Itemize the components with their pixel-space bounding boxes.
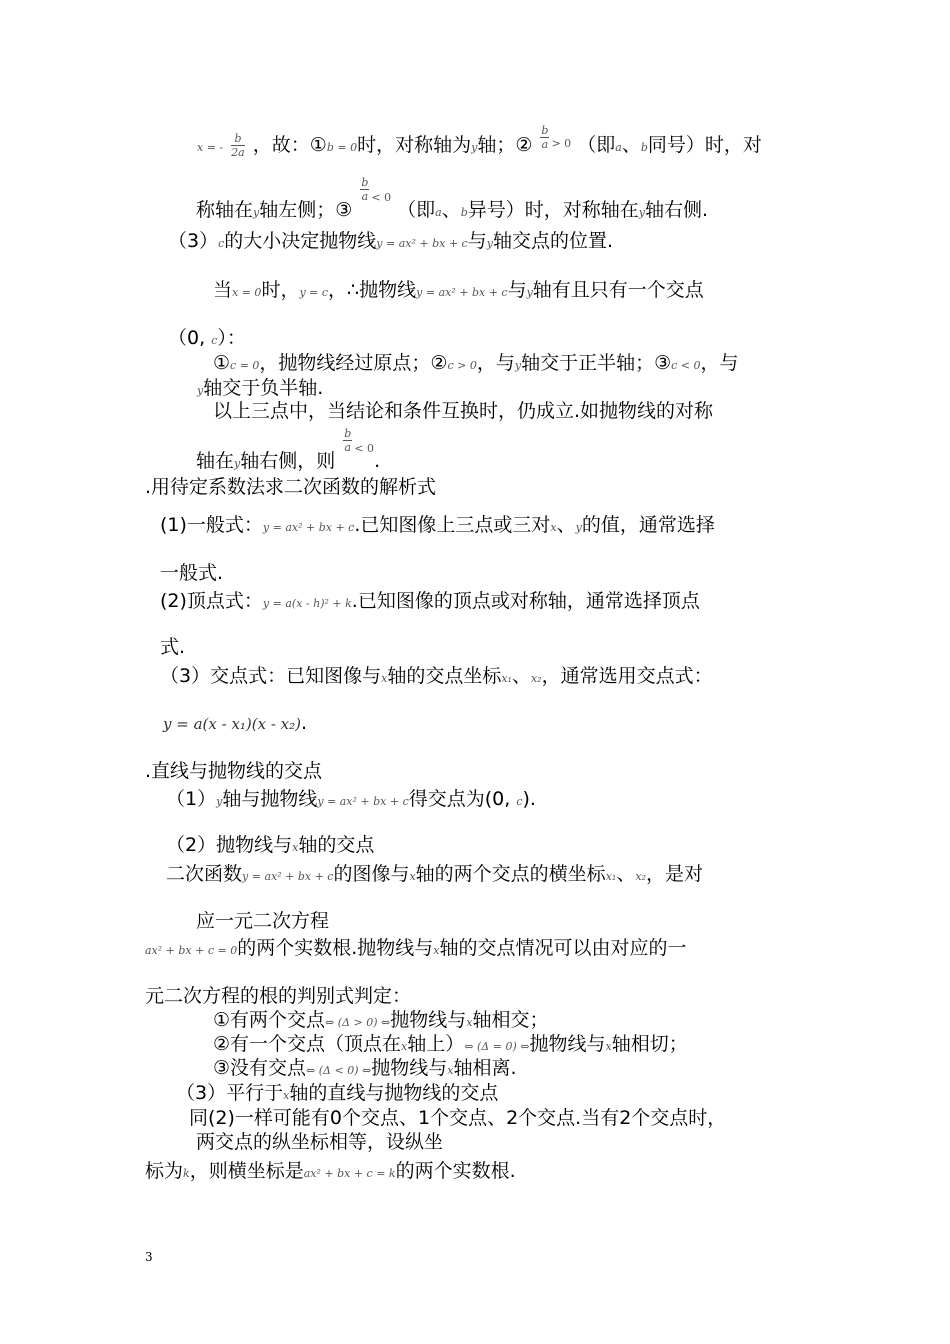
line-axis-left-right: 称轴在y轴左侧；③ $\frac{b}{a}$ $^{< 0}$ （即a、b异号）时，对称轴在y轴右侧. (196, 176, 709, 221)
line-point-0-c: （0, c）： (168, 327, 246, 349)
line-axis-right-example: 轴在y轴右侧，则 $\frac{b}{a}$ $^{< 0}$. (196, 427, 381, 472)
line-discriminant-intro: 元二次方程的根的判别式判定： (145, 985, 412, 1007)
line-no-intersection: ③没有交点⇔ (Δ < 0) ⇔抛物线与x轴相离. (213, 1057, 517, 1079)
line-two-intersections: ①有两个交点⇔ (Δ > 0) ⇔抛物线与x轴相交； (213, 1009, 549, 1031)
line-axis-cases: x = - $\frac{b}{2a}$ ，故：①b = 0时，对称轴为y轴；② $\frac{b}{a}$ $^{> 0}$ （即a、b同号）时，对 (197, 124, 762, 159)
line-y-axis-intersection: （1）y轴与抛物线y = ax² + bx + c得交点为(0, c). (166, 788, 536, 810)
line-vertex-form: (2)顶点式：y = a(x - h)² + k.已知图像的顶点或对称轴，通常选择顶点 (160, 590, 700, 612)
line-summary: 以上三点中，当结论和条件互换时，仍成立.如抛物线的对称 (213, 400, 714, 422)
line-general-form: (1)一般式：y = ax² + bx + c.已知图像上三点或三对x、y的值，通常选择 (160, 514, 715, 536)
line-x-axis-intersection-heading: （2）抛物线与x轴的交点 (166, 834, 375, 856)
line-c-determines: （3）c的大小决定抛物线y = ax² + bx + c与y轴交点的位置. (168, 230, 613, 252)
fraction-b-over-a: $\frac{b}{a}$ (541, 124, 549, 151)
line-c-cases: ①c = 0，抛物线经过原点；②c > 0，与y轴交于正半轴；③c < 0，与 (213, 352, 739, 374)
line-parallel-cases: 同(2)一样可能有0个交点、1个交点、2个交点.当有2个交点时， (189, 1107, 727, 1129)
line-vertex-form-end: 式. (160, 636, 186, 658)
line-same-ordinate: 两交点的纵坐标相等，设纵坐 (196, 1131, 444, 1153)
line-parallel-heading: （3）平行于x轴的直线与抛物线的交点 (176, 1082, 499, 1104)
fraction-b-over-a: $\frac{b}{a}$ (361, 176, 369, 203)
line-negative-axis: y轴交于负半轴. (197, 377, 324, 399)
formula-axis: x = - (197, 141, 224, 154)
heading-line-parabola-intersection: .直线与抛物线的交点 (145, 760, 323, 782)
line-intercept-formula: y = a(x - x₁)(x - x₂). (163, 712, 308, 734)
line-abscissa-roots: 标为k，则横坐标是ax² + bx + c = k的两个实数根. (145, 1160, 516, 1182)
line-general-form-end: 一般式. (160, 562, 224, 584)
line-intercept-form: （3）交点式：已知图像与x轴的交点坐标x₁、x₂，通常选用交点式： (160, 665, 713, 687)
line-one-intersection: ②有一个交点（顶点在x轴上）⇔ (Δ = 0) ⇔抛物线与x轴相切； (213, 1033, 688, 1055)
line-quadratic-roots: 二次函数y = ax² + bx + c的图像与x轴的两个交点的横坐标x₁、x₂，是对 (166, 863, 703, 885)
line-when-x-zero: 当x = 0时，y = c，∴抛物线y = ax² + bx + c与y轴有且只有一个交点 (213, 279, 704, 301)
fraction-b-over-2a: $\frac{b}{2a}$ (231, 132, 245, 159)
line-equation-roots: ax² + bx + c = 0的两个实数根.抛物线与x轴的交点情况可以由对应的一 (145, 937, 687, 959)
fraction-b-over-a: $\frac{b}{a}$ (344, 427, 352, 454)
heading-undetermined-coefficients: .用待定系数法求二次函数的解析式 (145, 476, 437, 498)
line-equation-intro: 应一元二次方程 (196, 910, 330, 932)
page-number: 3 (145, 1250, 153, 1264)
